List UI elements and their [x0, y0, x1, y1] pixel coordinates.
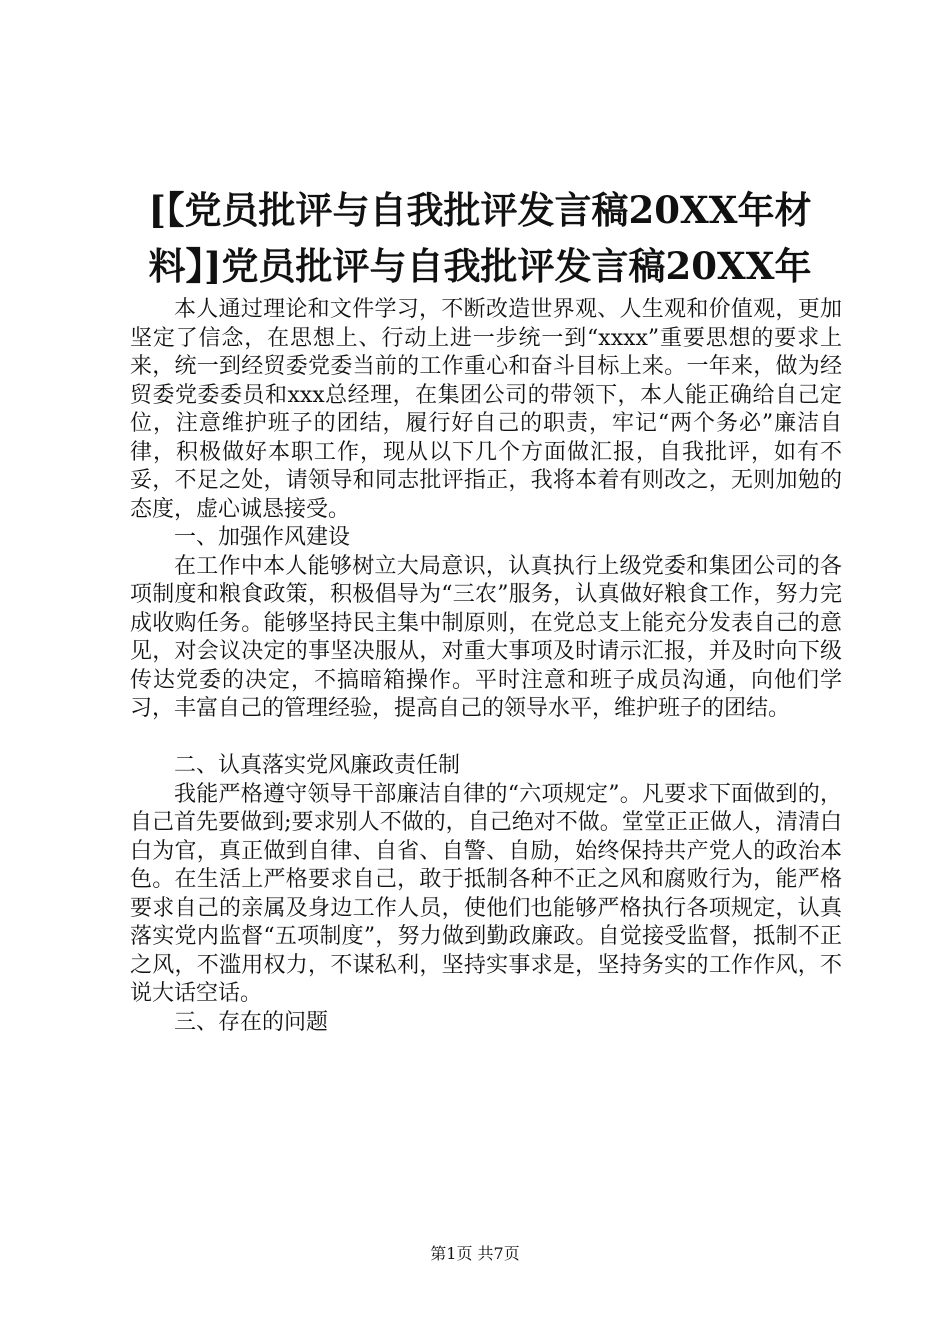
section-heading-2: 二、认真落实党风廉政责任制: [174, 753, 461, 778]
intro-paragraph: 本人通过理论和文件学习，不断改造世界观、人生观和价值观，更加坚定了信念，在思想上、行动上进一步统一到“xxxx”重要思想的要求上来，统一到经贸委党委当前的工作重心和奋斗目标上来。一年来，做为经贸委党委委员和xxx总经理，在集团公司的带领下，本人能正确给自己定位，注意维护班子的团结，履行好自己的职责，牢记“两个务必”廉洁自律，积极做好本职工作，现从以下几个方面做汇报，自我批评，如有不妥，不足之处，请领导和同志批评指正，我将本着有则改之，无则加勉的态度，虚心诚恳接受。: [130, 297, 842, 522]
section-paragraph-2: 我能严格遵守领导干部廉洁自律的“六项规定”。凡要求下面做到的，自己首先要做到;要求别人不做的，自己绝对不做。堂堂正正做人，清清白白为官，真正做到自律、自省、自警、自励，始终保持共产党人的政治本色。在生活上严格要求自己，敢于抵制各种不正之风和腐败行为，能严格要求自己的亲属及身边工作人员，使他们也能够严格执行各项规定，认真落实党内监督“五项制度”，努力做到勤政廉政。自觉接受监督，抵制不正之风，不滥用权力，不谋私利，坚持实事求是，坚持务实的工作作风，不说大话空话。: [130, 781, 842, 1006]
section-paragraph-1: 在工作中本人能够树立大局意识，认真执行上级党委和集团公司的各项制度和粮食政策，积极倡导为“三农”服务，认真做好粮食工作，努力完成收购任务。能够坚持民主集中制原则，在党总支上能充分发表自己的意见，对会议决定的事坚决服从，对重大事项及时请示汇报，并及时向下级传达党委的决定，不搞暗箱操作。平时注意和班子成员沟通，向他们学习，丰富自己的管理经验，提高自己的领导水平，维护班子的团结。: [130, 553, 842, 721]
section-heading-3: 三、存在的问题: [174, 1009, 329, 1035]
paragraph-spacer: [130, 724, 842, 753]
document-title-line-2: 料】]党员批评与自我批评发言稿20XX年: [148, 244, 812, 288]
page-number-footer: 第1页 共7页: [430, 1244, 520, 1263]
document-body: [130, 296, 842, 1037]
document-title-line-1: [【党员批评与自我批评发言稿20XX年材: [148, 188, 812, 232]
section-heading-1: 一、加强作风建设: [174, 525, 351, 550]
